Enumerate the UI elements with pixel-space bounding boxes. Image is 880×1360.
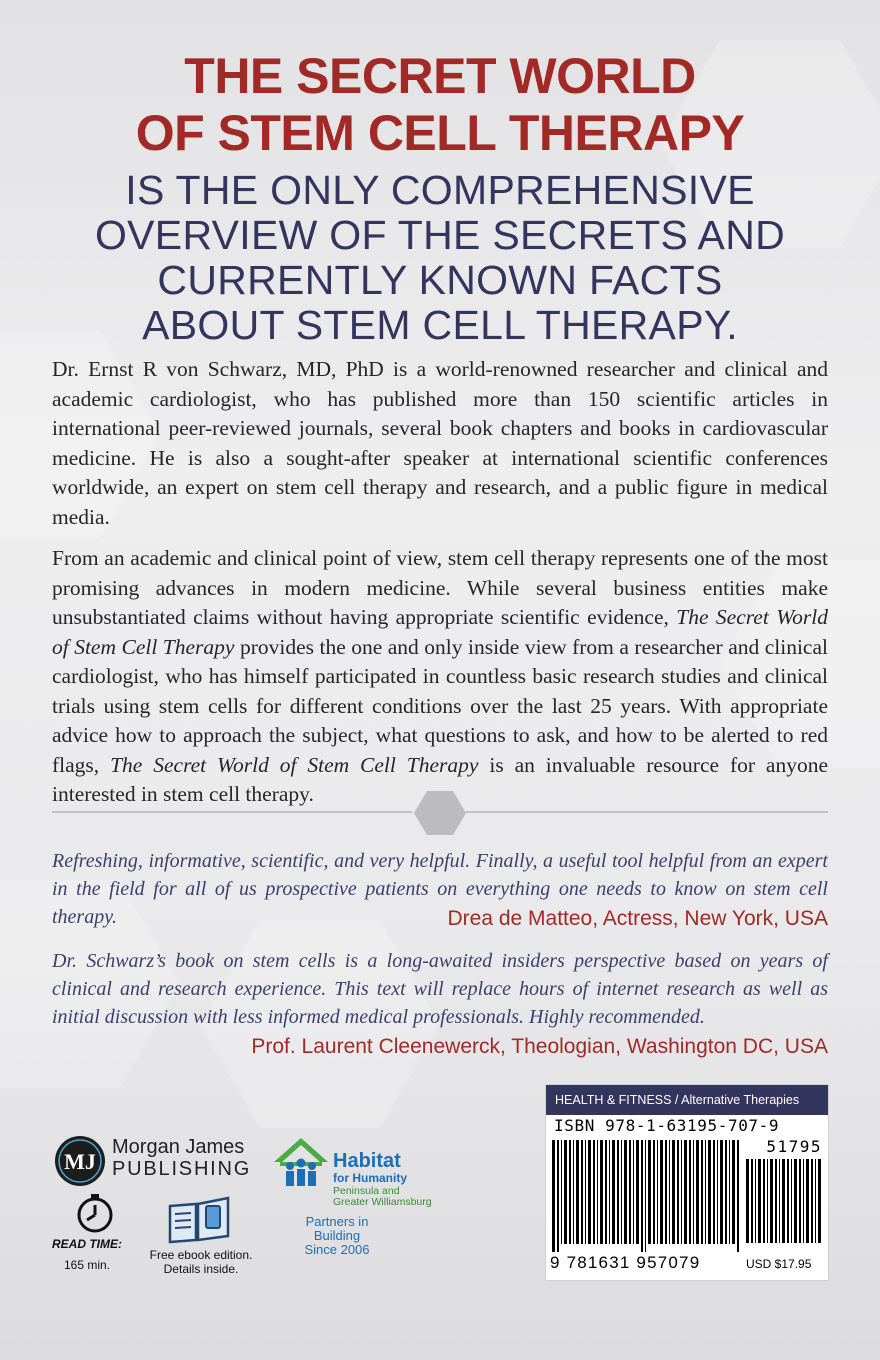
barcode-bar — [605, 1140, 607, 1244]
isbn-number: ISBN 978-1-63195-707-9 — [554, 1116, 780, 1135]
barcode-bar — [641, 1140, 643, 1252]
tagline-line: ABOUT STEM CELL THERAPY. — [142, 302, 738, 348]
barcode-bar — [569, 1140, 571, 1244]
barcode-bar — [803, 1159, 804, 1243]
barcode-bar — [561, 1140, 562, 1244]
barcode-bar — [806, 1159, 809, 1243]
book-summary — [52, 544, 828, 810]
barcode-bar — [597, 1140, 598, 1244]
barcode-bar — [720, 1140, 723, 1244]
summary-text: From an academic and clinical point of view, stem cell therapy represents one of the most promising advances in modern medicine. While several business entities make unsubstantiated claims without having appropriate scientific evidence, — [52, 546, 828, 629]
price-code: 51795 — [766, 1137, 822, 1156]
barcode-bar — [581, 1140, 583, 1244]
habitat-house-icon — [272, 1136, 330, 1188]
endorsement-quote — [52, 947, 828, 1031]
region-line: Peninsula and — [333, 1185, 400, 1197]
barcode-bar — [564, 1140, 567, 1244]
barcode-bar — [701, 1140, 703, 1244]
region-line: Greater Williamsburg — [333, 1196, 432, 1208]
barcode-bar — [737, 1140, 739, 1252]
ean-digits: 9 781631 957079 — [550, 1253, 701, 1272]
logo-letters: MJ — [64, 1149, 96, 1174]
barcode-bar — [609, 1140, 610, 1244]
headline — [0, 48, 880, 348]
barcode-bar — [557, 1140, 559, 1252]
book-description — [52, 355, 828, 822]
barcode-bar — [677, 1140, 679, 1244]
barcode-bar — [660, 1140, 663, 1244]
book-title-italic: The Secret World of Stem Cell Therapy — [52, 605, 828, 659]
barcode-bar — [758, 1159, 761, 1243]
summary-text: provides the one and only inside view from a researcher and clinical cardiologist, who has himself participated in countless basic research studies and clinical trials using stem cells for different conditions over the last 25 years. With appropriate advice how to approach the subject, what questions to ask, and how to be alerted to red flags, — [52, 634, 828, 777]
quote-text: Refreshing, informative, scientific, and very helpful. Finally, a useful tool helpful from an expert in the field for all of us prospective patients on everything one needs to know on stem cell therapy. — [52, 850, 828, 928]
barcode-bar — [696, 1140, 699, 1244]
morgan-james-logo — [54, 1135, 106, 1187]
barcode-bar — [645, 1140, 646, 1252]
habitat-name: Habitat — [333, 1150, 401, 1172]
endorsement-attribution: Prof. Laurent Cleenewerck, Theologian, Washington DC, USA — [251, 1035, 828, 1058]
barcode-bar — [732, 1140, 735, 1244]
book-title-italic: The Secret World of Stem Cell Therapy — [110, 752, 479, 777]
barcode-bar — [713, 1140, 715, 1244]
barcode-bar — [585, 1140, 586, 1244]
barcode-bar — [763, 1159, 765, 1243]
tagline-line: OVERVIEW OF THE SECRETS AND — [94, 212, 786, 258]
barcode-bar — [624, 1140, 627, 1244]
barcode-bar — [787, 1159, 789, 1243]
divider-line — [52, 811, 412, 813]
barcode-bar — [815, 1159, 816, 1243]
barcode-bar — [633, 1140, 634, 1244]
divider-line — [466, 811, 828, 813]
barcode-bar — [755, 1159, 756, 1243]
tagline-line: IS THE ONLY COMPREHENSIVE — [125, 167, 755, 213]
barcode-bar — [576, 1140, 579, 1244]
barcode-bar — [612, 1140, 615, 1244]
partners-line: Partners in Building — [305, 1214, 369, 1243]
habitat-subtitle: for Humanity — [333, 1171, 408, 1185]
barcode-bar — [725, 1140, 727, 1244]
stopwatch-icon — [75, 1192, 115, 1234]
partners-line: Since 2006 — [304, 1242, 370, 1257]
barcode-bar — [791, 1159, 792, 1243]
price-addon-barcode — [746, 1159, 822, 1251]
barcode-bar — [746, 1159, 749, 1243]
barcode-bar — [621, 1140, 622, 1244]
barcode-bar — [665, 1140, 667, 1244]
barcode-bar — [811, 1159, 813, 1243]
barcode-bar — [672, 1140, 675, 1244]
barcode-bar — [573, 1140, 574, 1244]
barcode-bar — [617, 1140, 619, 1244]
quote-text: Dr. Schwarz’s book on stem cells is a long-awaited insiders perspective based on years of clinical and research experience. This text will replace hours of internet research as well as initial discussion with less informed medical professionals. Highly recommended. — [52, 950, 828, 1028]
barcode-bar — [693, 1140, 694, 1244]
barcode-bar — [708, 1140, 711, 1244]
ebook-line: Details inside. — [163, 1262, 239, 1276]
barcode-bar — [588, 1140, 591, 1244]
barcode-box — [546, 1085, 828, 1280]
barcode-bar — [729, 1140, 730, 1244]
barcode-bar — [818, 1159, 821, 1243]
barcode-bar — [669, 1140, 670, 1244]
barcode-bar — [684, 1140, 687, 1244]
barcode-bar — [681, 1140, 682, 1244]
read-time-minutes: 165 min. — [63, 1258, 111, 1272]
barcode-bar — [593, 1140, 595, 1244]
retail-price: USD $17.95 — [746, 1257, 812, 1271]
barcode-bar — [779, 1159, 780, 1243]
read-time-label: READ TIME: — [52, 1237, 122, 1251]
publisher-name-line: Morgan James — [112, 1136, 245, 1158]
endorsement-attribution: Drea de Matteo, Actress, New York, USA — [447, 907, 828, 930]
barcode-bar — [794, 1159, 797, 1243]
habitat-region — [333, 1186, 443, 1208]
ebook-icon — [166, 1196, 232, 1244]
bisac-category: HEALTH & FITNESS / Alternative Therapies — [546, 1085, 828, 1115]
ean-barcode — [552, 1140, 742, 1252]
publisher-name-line: PUBLISHING — [112, 1158, 252, 1180]
title-line: THE SECRET WORLD — [184, 48, 696, 104]
barcode-bar — [705, 1140, 706, 1244]
tagline-line: CURRENTLY KNOWN FACTS — [157, 257, 723, 303]
barcode-bar — [799, 1159, 801, 1243]
barcode-bar — [629, 1140, 631, 1244]
author-bio: Dr. Ernst R von Schwarz, MD, PhD is a world-renowned researcher and clinical and academic cardiologist, who has published more than 150 scientific articles in international peer-reviewed journals, several book chapters and books in cardiovascular medicine. He is also a sought-after speaker at international scientific conferences worldwide, an expert on stem cell therapy and research, and a public figure in medical media. — [52, 357, 828, 529]
ebook-line: Free ebook edition. — [149, 1248, 253, 1262]
barcode-bar — [751, 1159, 753, 1243]
summary-text: is an invaluable resource for anyone interested in stem cell therapy. — [52, 752, 829, 806]
barcode-bar — [657, 1140, 658, 1244]
habitat-partners — [282, 1215, 392, 1257]
barcode-bar — [648, 1140, 651, 1244]
barcode-bar — [689, 1140, 691, 1244]
barcode-bar — [717, 1140, 718, 1244]
barcode-bar — [770, 1159, 773, 1243]
barcode-bar — [636, 1140, 639, 1244]
barcode-bar — [767, 1159, 768, 1243]
publisher-name — [112, 1136, 251, 1180]
barcode-bar — [600, 1140, 603, 1244]
barcode-bar — [775, 1159, 777, 1243]
ebook-offer — [138, 1248, 264, 1276]
title-line: OF STEM CELL THERAPY — [135, 105, 745, 161]
barcode-bar — [653, 1140, 655, 1244]
barcode-bar — [782, 1159, 785, 1243]
barcode-bar — [552, 1140, 555, 1252]
